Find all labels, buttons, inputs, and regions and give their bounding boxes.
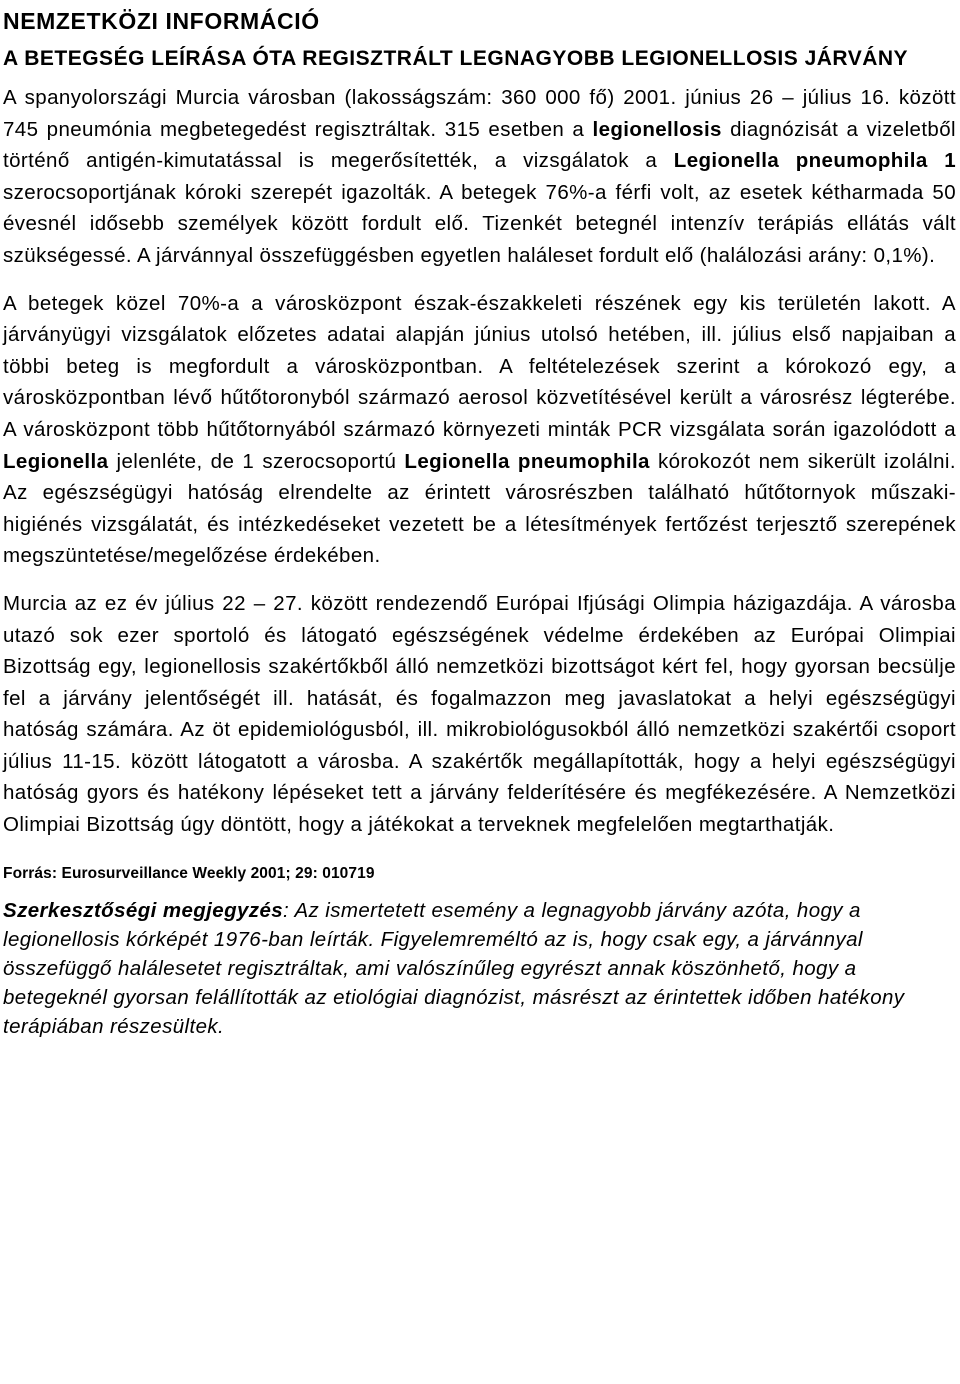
term-legionella-pneumophila: Legionella pneumophila [404,449,650,473]
text-run: jelenléte, de 1 szerocsoportú [108,449,405,473]
text-run: diagnózisát a vizeletből történő antigén-kimutatással is megerősítették, a vizsgálatok a [3,117,956,173]
paragraph-olympics: Murcia az ez év július 22 – 27. között rendezendő Európai Ifjúsági Olimpia házigazdája. A városba utazó sok ezer sportoló és látogató egészségének védelme érdekében az Európai Olimpiai Bizottság egy, legionellosis szakértőkből álló nemzetközi bizottságot kért fel, hogy gyorsan becsülje fel a járvány jelentőségét ill. hatását, és fogalmazzon meg javaslatokat a helyi egészségügyi hatóság számára. Az öt epidemiológusból, ill. mikrobiológusokból álló nemzetközi szakértői csoport július 11-15. között látogatott a városba. A szakértők megállapították, hogy a helyi egészségügyi hatóság gyors és hatékony lépéseket tett a járvány felderítésére és megfékezésére. A Nemzetközi Olimpiai Bizottság úgy döntött, hogy a játékokat a terveknek megfelelően megtarthatják. [3,591,956,837]
term-legionella-pneumophila-1: Legionella pneumophila 1 [673,149,957,173]
section-heading: NEMZETKÖZI INFORMÁCIÓ [3,8,320,34]
paragraph-investigation [3,288,956,572]
source-citation: Forrás: Eurosurveillance Weekly 2001; 29: 010719 [3,864,375,882]
text-run: A betegek közel 70%-a a városközpont észak-északkeleti részének egy kis területén lakott. A járványügyi vizsgálatok előzetes adatai alapján június utolsó hetében, ill. július első napjaiban a többi beteg is megfordult a városközpontban. A feltételezések szerint a kórokozó egy, a városközpontban lévő hűtőtoronyból származó aerosol közvetítésével került a városrész légterébe. A városközpont több hűtőtornyából származó környezeti minták PCR vizsgálata során igazolódott a [3,291,956,441]
text-run: kórokozót nem sikerült izolálni. Az egészségügyi hatóság elrendelte az érintett városrészben található hűtőtornyok műszaki-higiénés vizsgálatát, és intézkedéseket vezetett be a létesítmények fertőzést terjesztő szerepének megszüntetése/megelőzése érdekében. [3,449,956,568]
article-title: A BETEGSÉG LEÍRÁSA ÓTA REGISZTRÁLT LEGNAGYOBB LEGIONELLOSIS JÁRVÁNY [3,47,909,70]
term-legionella: Legionella [3,449,109,473]
term-legionellosis: legionellosis [592,117,722,141]
editorial-note [3,896,956,1042]
editorial-note-text: : Az ismertetett esemény a legnagyobb járvány azóta, hogy a legionellosis kórképét 1976-ban leírták. Figyelemreméltó az is, hogy csak egy, a járvánnyal összefüggő halálesetet regisztráltak, ami valószínűleg egyrészt annak köszönhető, hogy a betegeknél gyorsan felállították az etiológiai diagnózist, másrészt az érintettek időben hatékony terápiában részesültek. [3,898,905,1039]
text-run: szerocsoportjának kóroki szerepét igazolták. A betegek 76%-a férfi volt, az esetek kétharmada 50 évesnél idősebb személyek között fordult elő. Tizenkét betegnél intenzív terápiás ellátás vált szükségessé. A járvánnyal összefüggésben egyetlen haláleset fordult elő (halálozási arány: 0,1%). [3,180,956,267]
text-run: A spanyolországi Murcia városban (lakosságszám: 360 000 fő) 2001. június 26 – július 16. között 745 pneumónia megbetegedést regisztráltak. 315 esetben a [3,86,956,141]
editorial-note-label: Szerkesztőségi megjegyzés [3,898,284,922]
paragraph-outbreak-summary [3,82,956,272]
